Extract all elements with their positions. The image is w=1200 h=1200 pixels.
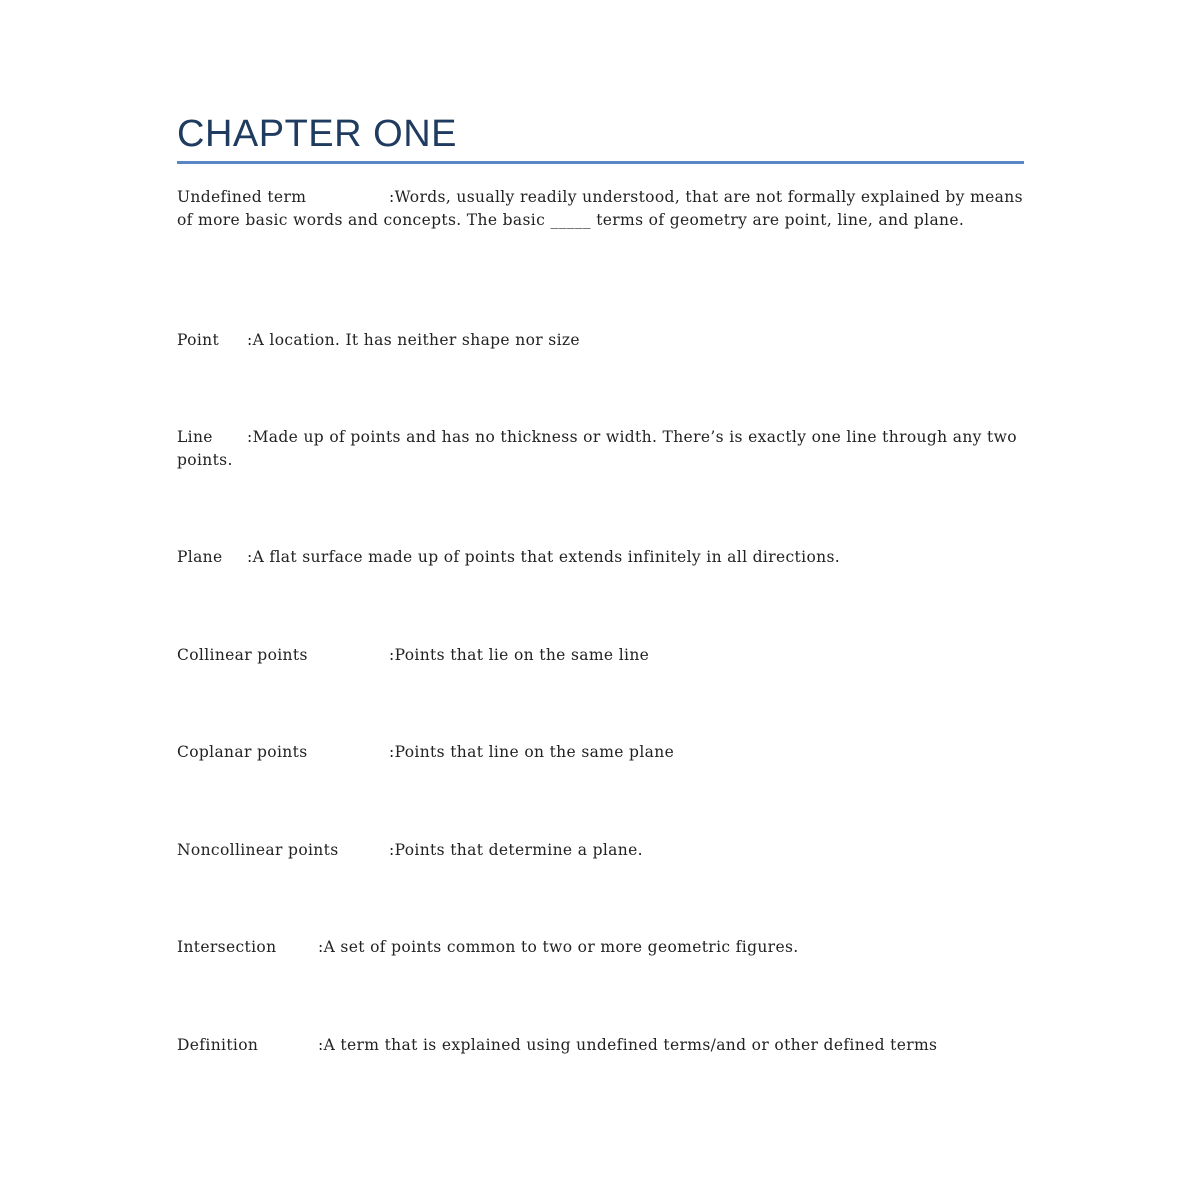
entry-term: Intersection [177, 938, 277, 956]
entry-definition: A flat surface made up of points that extends infinitely in all directions. [252, 548, 841, 566]
entry-definition: Points that lie on the same line [394, 646, 650, 664]
entry-term: Noncollinear points [177, 841, 339, 859]
entry-separator: : [247, 428, 253, 446]
entry-noncollinear-points [177, 839, 1024, 862]
chapter-title: CHAPTER ONE [177, 113, 457, 155]
entry-separator: : [389, 646, 395, 664]
title-underline [177, 161, 1024, 164]
entry-coplanar-points [177, 741, 1024, 764]
entry-definition: A term that is explained using undefined terms/and or other defined terms [323, 1036, 938, 1054]
entry-term: Plane [177, 548, 223, 566]
entry-collinear-points [177, 644, 1024, 667]
entry-term: Line [177, 428, 213, 446]
entry-line [177, 426, 1024, 472]
entry-separator: : [389, 743, 395, 761]
entry-separator: : [389, 841, 395, 859]
entry-definition: A set of points common to two or more geometric figures. [323, 938, 799, 956]
entry-definition: A location. It has neither shape nor size [252, 331, 580, 349]
entry-intersection [177, 936, 1024, 959]
entry-separator: : [318, 1036, 324, 1054]
entry-separator: : [318, 938, 324, 956]
entry-point [177, 329, 1024, 352]
document-page [177, 0, 1024, 1200]
entry-term: Point [177, 331, 220, 349]
entry-definition: Made up of points and has no thickness or width. There’s is exactly one line through any two points. [177, 428, 1017, 469]
entry-separator: : [247, 548, 253, 566]
entry-definition: Points that line on the same plane [394, 743, 675, 761]
entry-term: Definition [177, 1036, 259, 1054]
entry-separator: : [247, 331, 253, 349]
entry-term: Undefined term [177, 188, 307, 206]
entry-term: Coplanar points [177, 743, 308, 761]
entry-term: Collinear points [177, 646, 308, 664]
entry-definition: Words, usually readily understood, that are not formally explained by means of more basic words and concepts. The basic _____ terms of geometry are point, line, and plane. [177, 188, 1023, 229]
entry-definition: Points that determine a plane. [394, 841, 643, 859]
entry-definition-term [177, 1034, 1024, 1057]
entry-separator: : [389, 188, 395, 206]
entry-plane [177, 546, 1024, 569]
entry-undefined-term [177, 186, 1024, 232]
